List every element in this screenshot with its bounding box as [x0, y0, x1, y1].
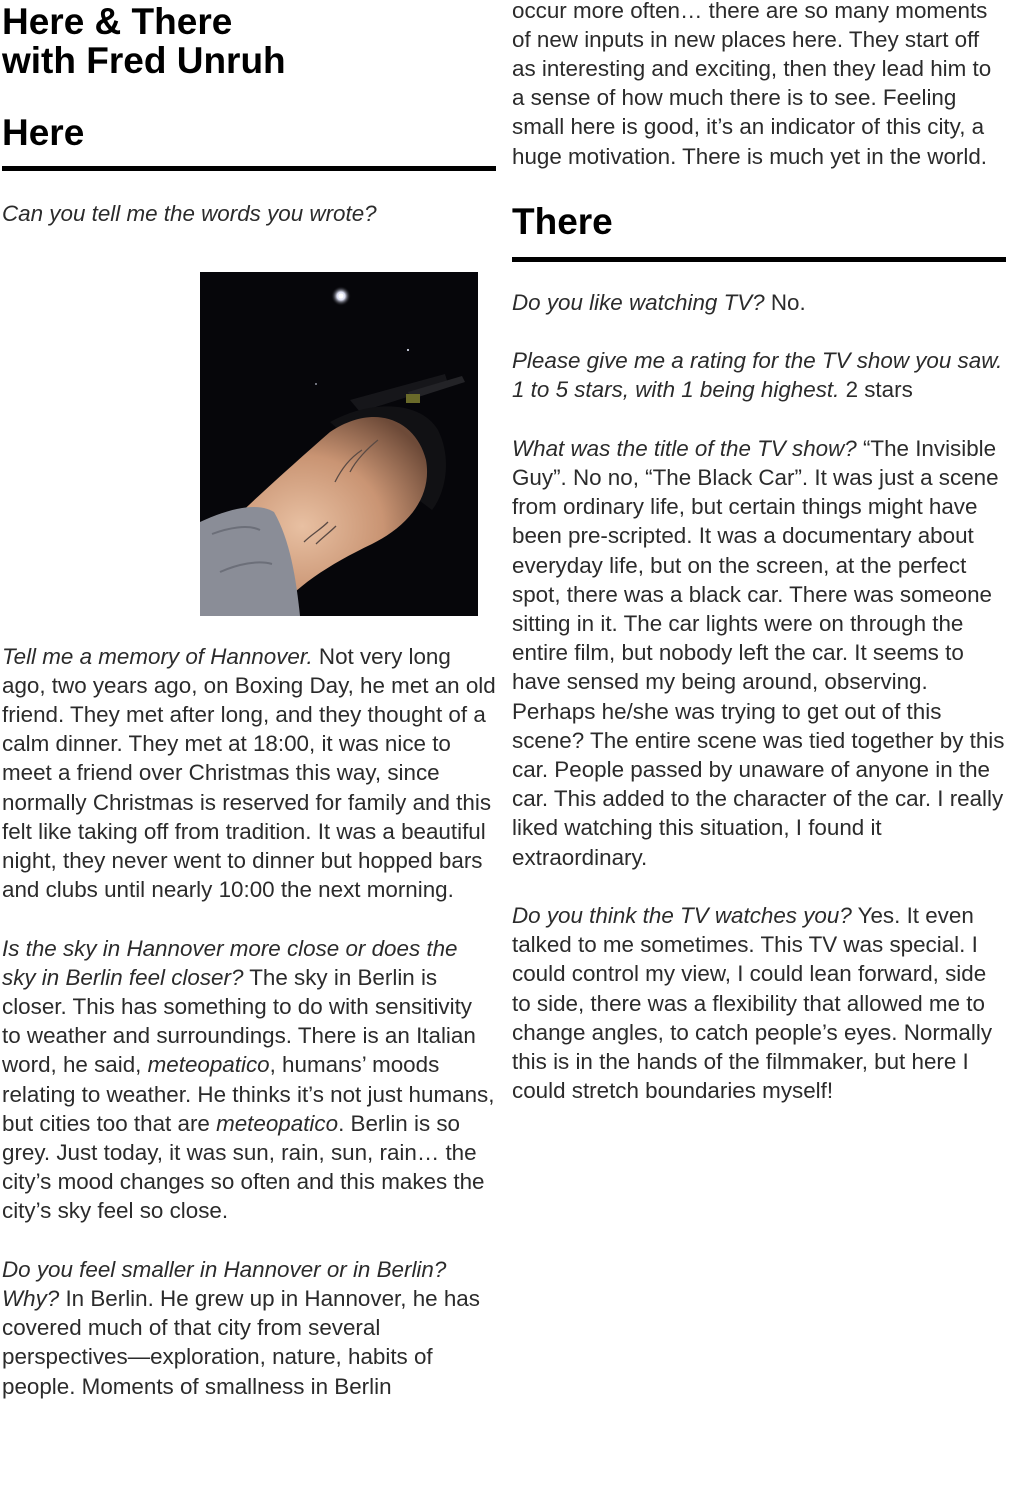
answer-text: Yes. It even talked to me sometimes. This TV was special. I could control my view, I could lean forward, side to side, there was a flexibility that allowed me to change angles, to catch people’s eyes. Normally this is in the hands of the filmmaker, but here I could stretch boundaries myself!	[512, 902, 993, 1104]
section-divider-there	[512, 257, 1006, 262]
qa-tv-watches-you	[512, 901, 1006, 1105]
article-title-line-2: with Fred Unruh	[2, 40, 286, 81]
question-text: Tell me a memory of Hannover.	[2, 643, 313, 669]
photo-prompt-question: Can you tell me the words you wrote?	[2, 201, 377, 226]
question-text: Do you think the TV watches you?	[512, 902, 852, 928]
question-text: Please give me a rating for the TV show you saw. 1 to 5 stars, with 1 being highest.	[512, 348, 1003, 403]
answer-text: Not very long ago, two years ago, on Boxing Day, he met an old friend. They met after long, and they thought of a calm dinner. They met at 18:00, it was nice to meet a friend over Christmas this way, since normally Christmas is reserved for family and this felt like taking off from tradition. It was a beautiful night, they never went to dinner but hopped bars and clubs until nearly 10:00 the next morning.	[2, 643, 496, 903]
question-text: Is the sky in Hannover more close or does the sky in Berlin feel closer?	[2, 935, 458, 990]
answer-text: “The Invisible Guy”. No no, “The Black Car”. It was just a scene from ordinary life, but certain things might have been pre-scripted. It was a documentary about everyday life, but on the screen, at the perfect spot, there was a black car. There was someone sitting in it. The car lights were on through the entire film, but nobody left the car. It seems to have sensed my being around, observing. Perhaps he/she was trying to get out of this scene? The entire scene was tied together by this car. People passed by unaware of anyone in the car. This added to the character of the car. I really liked watching this situation, I found it extraordinary.	[512, 435, 1005, 870]
answer-term: meteopatico	[147, 1052, 270, 1078]
section-heading-there: There	[512, 200, 613, 242]
qa-sky-closer	[2, 934, 496, 1226]
qa-tv-rating	[512, 346, 1006, 404]
qa-feel-smaller	[2, 1255, 496, 1401]
arm-writing-photo-image	[200, 272, 478, 616]
qa-hannover-memory	[2, 642, 496, 905]
section-heading-here: Here	[2, 112, 85, 153]
article-title	[2, 2, 496, 80]
answer-term: meteopatico	[216, 1110, 339, 1136]
question-text: Do you feel smaller in Hannover or in Berlin? Why?	[2, 1256, 447, 1311]
answer-text: The sky in Berlin is closer. This has something to do with sensitivity to weather and surroundings. There is an Italian word, he said,	[2, 964, 476, 1078]
answer-text: In Berlin. He grew up in Hannover, he has covered much of that city from several perspectives—exploration, nature, habits of people. Moments of smallness in Berlin	[2, 1285, 480, 1399]
left-column	[2, 0, 496, 228]
right-column	[512, 0, 1006, 1105]
continuation-text: occur more often… there are so many moments of new inputs in new places here. They start off as interesting and exciting, then they lead him to a sense of how much there is to see. Feeling small here is good, it’s an indicator of this city, a huge motivation. There is much yet in the world.	[512, 0, 992, 169]
left-column-answers	[2, 642, 496, 1401]
smaller-answer-continuation	[512, 0, 1006, 171]
section-divider-here	[2, 166, 496, 171]
answer-text: 2 stars	[839, 377, 913, 403]
question-text: Do you like watching TV?	[512, 289, 765, 315]
answer-text: . Berlin is so grey. Just today, it was sun, rain, sun, rain… the city’s mood changes so often and this makes the city’s sky feel so close.	[2, 1110, 485, 1224]
qa-watch-tv	[512, 288, 1006, 317]
question-text: What was the title of the TV show?	[512, 435, 857, 461]
qa-tv-title	[512, 434, 1006, 872]
arm-writing-photo	[200, 272, 478, 616]
answer-text: No.	[764, 289, 806, 315]
article-title-line-1: Here & There	[2, 1, 233, 42]
answer-text: , humans’ moods relating to weather. He thinks it’s not just humans, but cities too that are	[2, 1052, 495, 1136]
